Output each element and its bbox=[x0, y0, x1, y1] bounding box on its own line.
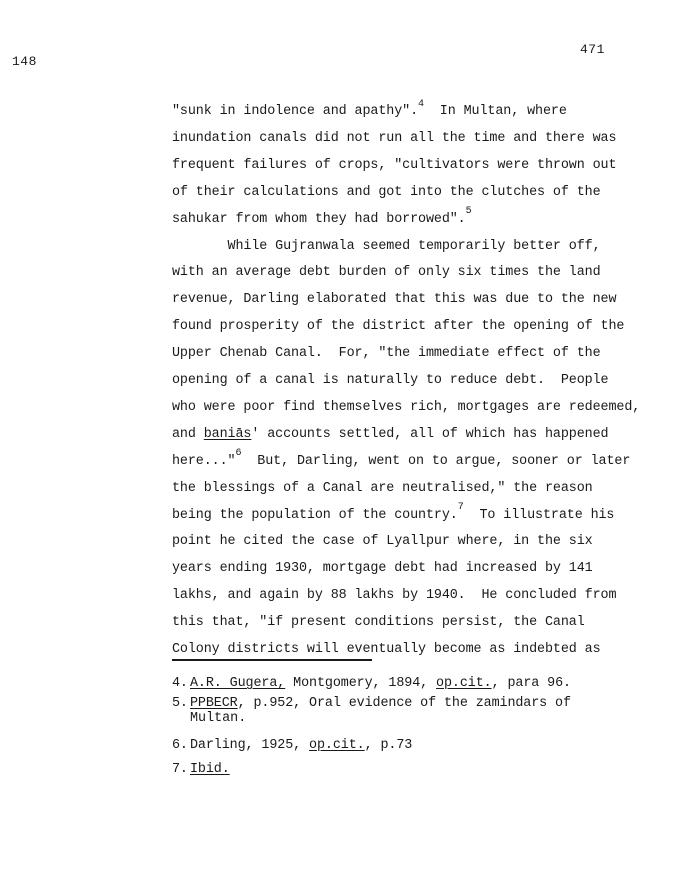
footnote bbox=[172, 676, 571, 692]
text-run: frequent failures of crops, "cultivators were thrown out bbox=[172, 157, 617, 173]
footnote-marker: 5. bbox=[172, 696, 188, 711]
footnote-marker: 7. bbox=[172, 762, 188, 777]
body-line bbox=[172, 400, 640, 416]
body-line bbox=[172, 346, 601, 362]
text-run: op.cit. bbox=[309, 738, 365, 753]
page-number-left: 148 bbox=[12, 54, 37, 69]
body-line bbox=[172, 448, 631, 470]
text-run: and bbox=[172, 426, 204, 442]
footnote-ref: 4 bbox=[418, 98, 424, 110]
text-run: , p.73 bbox=[364, 738, 413, 753]
body-line bbox=[172, 502, 615, 524]
body-line bbox=[172, 588, 616, 604]
footnote bbox=[172, 696, 571, 712]
body-line bbox=[172, 292, 616, 308]
body-line bbox=[172, 561, 593, 577]
body-line bbox=[172, 481, 593, 497]
footnote bbox=[172, 738, 412, 754]
text-run: In Multan, where bbox=[423, 104, 567, 119]
body-line bbox=[172, 239, 601, 255]
text-run: Ibid. bbox=[190, 762, 230, 777]
footnote-marker: 6. bbox=[172, 738, 188, 753]
text-run: who were poor find themselves rich, mortgages are redeemed, bbox=[172, 399, 641, 415]
text-run: "sunk in indolence and apathy". bbox=[172, 104, 419, 119]
footnote bbox=[172, 762, 230, 778]
text-run: ' accounts settled, all of which has happened bbox=[251, 426, 609, 442]
text-run: While Gujranwala seemed temporarily better off, bbox=[172, 238, 601, 254]
text-run: PPBECR bbox=[190, 696, 238, 711]
text-run: Montgomery, 1894, bbox=[285, 676, 437, 691]
body-line bbox=[172, 206, 472, 228]
text-run: of their calculations and got into the clutches of the bbox=[172, 184, 601, 200]
text-run: baniās bbox=[203, 426, 252, 442]
body-line bbox=[172, 98, 567, 120]
text-run: inundation canals did not run all the time and there was bbox=[172, 130, 617, 146]
footnote-continuation: Multan. bbox=[190, 711, 247, 726]
text-run: Colony districts will eventually become as indebted as bbox=[172, 642, 601, 657]
text-run: this that, "if present conditions persist, the Canal bbox=[172, 615, 585, 631]
text-run: opening of a canal is naturally to reduce debt. People bbox=[172, 373, 609, 388]
footnote-ref: 6 bbox=[235, 448, 242, 460]
body-line bbox=[172, 265, 601, 281]
text-run: op.cit. bbox=[436, 676, 492, 691]
footnote-ref: 7 bbox=[457, 502, 464, 514]
page-number-right: 471 bbox=[580, 42, 605, 57]
body-line bbox=[172, 131, 616, 147]
text-run: But, Darling, went on to argue, sooner or later bbox=[241, 453, 631, 469]
text-run: years ending 1930, mortgage debt had increased by 141 bbox=[172, 561, 593, 577]
text-run: , para 96. bbox=[491, 676, 571, 691]
text-run: the blessings of a Canal are neutralised," the reason bbox=[172, 480, 593, 496]
footnote-marker: 4. bbox=[172, 676, 188, 691]
text-run: being the population of the country. bbox=[172, 507, 458, 523]
text-run: revenue, Darling elaborated that this was due to the new bbox=[172, 292, 617, 308]
text-run: Upper Chenab Canal. For, "the immediate effect of the bbox=[172, 346, 601, 362]
body-line bbox=[172, 534, 593, 550]
body-line bbox=[172, 642, 601, 658]
text-run: To illustrate his bbox=[463, 507, 615, 523]
body-line bbox=[172, 615, 585, 631]
text-run: Darling, 1925, bbox=[190, 738, 310, 753]
text-run: here..." bbox=[172, 453, 236, 469]
footnote-ref: 5 bbox=[465, 206, 472, 218]
text-run: lakhs, and again by 88 lakhs by 1940. He concluded from bbox=[172, 588, 617, 604]
body-line bbox=[172, 427, 608, 443]
text-run: sahukar from whom they had borrowed". bbox=[172, 211, 466, 227]
body-line bbox=[172, 373, 608, 389]
body-line bbox=[172, 319, 624, 335]
text-run: point he cited the case of Lyallpur where, in the six bbox=[172, 534, 593, 550]
body-line bbox=[172, 185, 601, 201]
text-run: with an average debt burden of only six times the land bbox=[172, 265, 601, 281]
footnote-rule bbox=[172, 659, 372, 661]
text-run: A.R. Gugera, bbox=[190, 676, 286, 691]
text-run: , p.952, Oral evidence of the zamindars of bbox=[237, 696, 571, 711]
text-run: found prosperity of the district after the opening of the bbox=[172, 319, 625, 335]
body-line bbox=[172, 158, 616, 174]
